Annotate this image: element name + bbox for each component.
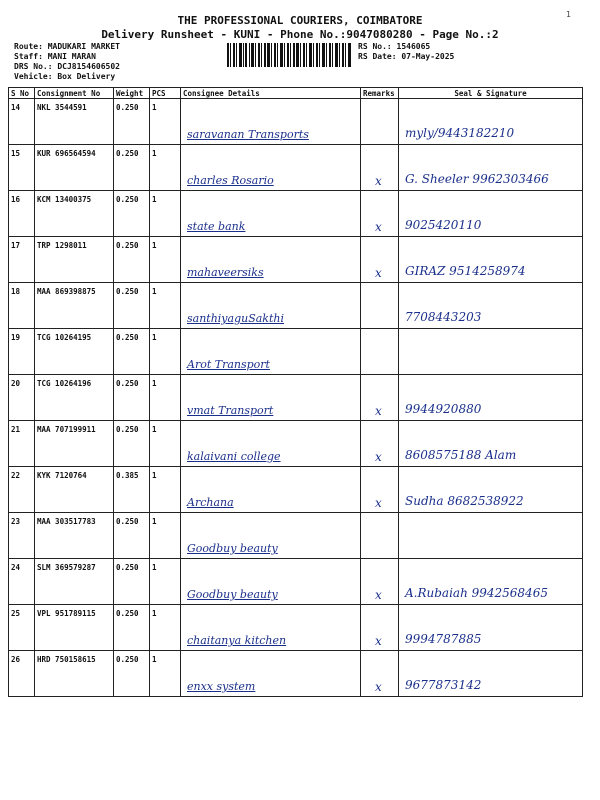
remarks-cell	[361, 375, 399, 421]
remark-mark: x	[375, 404, 382, 418]
remarks-cell	[361, 605, 399, 651]
remarks-cell	[361, 191, 399, 237]
company-title: THE PROFESSIONAL COURIERS, COIMBATORE	[177, 14, 423, 27]
weight-cell: 0.250	[114, 191, 150, 237]
consignment-cell: MAA 303517783	[35, 513, 114, 559]
sno-cell: 19	[9, 329, 35, 375]
consignee-handwriting: state bank	[187, 220, 246, 233]
rs-number: RS No.: 1546065	[358, 42, 431, 51]
consignee-handwriting: enxx system	[187, 680, 256, 693]
signature-cell	[399, 145, 583, 191]
col-header-consignment: Consignment No	[35, 88, 114, 99]
consignee-handwriting: Arot Transport	[187, 358, 270, 371]
consignment-cell: NKL 3544591	[35, 99, 114, 145]
pcs-cell: 1	[150, 375, 181, 421]
sno-cell: 23	[9, 513, 35, 559]
remark-mark: x	[375, 174, 382, 188]
signature-cell	[399, 283, 583, 329]
consignee-handwriting: charles Rosario	[187, 174, 274, 187]
consignee-cell	[181, 191, 361, 237]
remark-mark: x	[375, 220, 382, 234]
sno-cell: 15	[9, 145, 35, 191]
consignee-handwriting: vmat Transport	[187, 404, 274, 417]
table-row	[9, 421, 583, 467]
signature-cell	[399, 329, 583, 375]
consignee-cell	[181, 421, 361, 467]
table-row	[9, 191, 583, 237]
signature-cell	[399, 513, 583, 559]
col-header-sno: S No	[9, 88, 35, 99]
pcs-cell: 1	[150, 283, 181, 329]
signature-cell	[399, 605, 583, 651]
pcs-cell: 1	[150, 605, 181, 651]
consignment-cell: MAA 707199911	[35, 421, 114, 467]
signature-handwriting: Sudha 8682538922	[405, 494, 524, 508]
col-header-consignee: Consignee Details	[181, 88, 361, 99]
sno-cell: 22	[9, 467, 35, 513]
consignment-cell: TCG 10264196	[35, 375, 114, 421]
col-header-weight: Weight	[114, 88, 150, 99]
consignee-cell	[181, 329, 361, 375]
page-corner-number: 1	[566, 10, 572, 19]
table-row	[9, 559, 583, 605]
weight-cell: 0.250	[114, 237, 150, 283]
runsheet-meta-left	[14, 42, 120, 82]
weight-cell: 0.385	[114, 467, 150, 513]
weight-cell: 0.250	[114, 283, 150, 329]
weight-cell: 0.250	[114, 375, 150, 421]
signature-handwriting: A.Rubaiah 9942568465	[405, 586, 548, 600]
pcs-cell: 1	[150, 513, 181, 559]
remarks-cell	[361, 145, 399, 191]
consignee-handwriting: santhiyaguSakthi	[187, 312, 284, 325]
consignment-cell: HRD 750158615	[35, 651, 114, 697]
pcs-cell: 1	[150, 237, 181, 283]
sno-cell: 16	[9, 191, 35, 237]
sno-cell: 25	[9, 605, 35, 651]
table-row	[9, 99, 583, 145]
sno-cell: 26	[9, 651, 35, 697]
rs-date: RS Date: 07-May-2025	[358, 52, 455, 61]
signature-cell	[399, 99, 583, 145]
consignee-handwriting: kalaivani college	[187, 450, 281, 463]
staff-label: Staff: MANI MARAN	[14, 52, 96, 61]
consignee-cell	[181, 605, 361, 651]
weight-cell: 0.250	[114, 145, 150, 191]
consignee-handwriting: Goodbuy beauty	[187, 588, 278, 601]
signature-cell	[399, 421, 583, 467]
signature-handwriting: 9677873142	[405, 678, 482, 692]
weight-cell: 0.250	[114, 559, 150, 605]
weight-cell: 0.250	[114, 421, 150, 467]
signature-handwriting: 9025420110	[405, 218, 482, 232]
pcs-cell: 1	[150, 421, 181, 467]
pcs-cell: 1	[150, 467, 181, 513]
consignee-handwriting: saravanan Transports	[187, 128, 309, 141]
col-header-remarks: Remarks	[361, 88, 399, 99]
consignment-cell: TRP 1298011	[35, 237, 114, 283]
consignee-handwriting: mahaveersiks	[187, 266, 264, 279]
table-row	[9, 237, 583, 283]
col-header-signature: Seal & Signature	[399, 88, 583, 99]
remark-mark: x	[375, 450, 382, 464]
sno-cell: 21	[9, 421, 35, 467]
weight-cell: 0.250	[114, 329, 150, 375]
signature-handwriting: G. Sheeler 9962303466	[405, 172, 549, 186]
consignee-handwriting: Archana	[187, 496, 234, 509]
table-row	[9, 329, 583, 375]
weight-cell: 0.250	[114, 651, 150, 697]
signature-cell	[399, 375, 583, 421]
pcs-cell: 1	[150, 559, 181, 605]
signature-handwriting: GIRAZ 9514258974	[405, 264, 526, 278]
consignment-cell: VPL 951789115	[35, 605, 114, 651]
remarks-cell	[361, 421, 399, 467]
consignment-cell: KYK 7120764	[35, 467, 114, 513]
remarks-cell	[361, 329, 399, 375]
weight-cell: 0.250	[114, 99, 150, 145]
table-row	[9, 651, 583, 697]
remarks-cell	[361, 237, 399, 283]
signature-cell	[399, 559, 583, 605]
pcs-cell: 1	[150, 145, 181, 191]
remarks-cell	[361, 559, 399, 605]
vehicle-label: Vehicle: Box Delivery	[14, 72, 116, 81]
signature-cell	[399, 237, 583, 283]
table-header-row	[9, 88, 583, 99]
table-row	[9, 513, 583, 559]
sno-cell: 17	[9, 237, 35, 283]
sno-cell: 18	[9, 283, 35, 329]
signature-handwriting: 7708443203	[405, 310, 482, 324]
remark-mark: x	[375, 496, 382, 510]
consignee-cell	[181, 99, 361, 145]
consignment-cell: TCG 10264195	[35, 329, 114, 375]
remarks-cell	[361, 99, 399, 145]
runsheet-subtitle: Delivery Runsheet - KUNI - Phone No.:9047080280 - Page No.:2	[101, 28, 499, 41]
signature-handwriting: 8608575188 Alam	[405, 448, 517, 462]
pcs-cell: 1	[150, 329, 181, 375]
consignment-cell: KCM 13400375	[35, 191, 114, 237]
signature-handwriting: 9994787885	[405, 632, 482, 646]
sno-cell: 20	[9, 375, 35, 421]
remark-mark: x	[375, 634, 382, 648]
consignee-cell	[181, 237, 361, 283]
table-row	[9, 145, 583, 191]
table-row	[9, 283, 583, 329]
consignment-cell: KUR 696564594	[35, 145, 114, 191]
table-row	[9, 375, 583, 421]
consignee-handwriting: Goodbuy beauty	[187, 542, 278, 555]
route-label: Route: MADUKARI MARKET	[14, 42, 120, 51]
weight-cell: 0.250	[114, 513, 150, 559]
pcs-cell: 1	[150, 99, 181, 145]
remarks-cell	[361, 513, 399, 559]
runsheet-meta-right	[358, 42, 454, 62]
signature-cell	[399, 467, 583, 513]
remarks-cell	[361, 283, 399, 329]
signature-cell	[399, 191, 583, 237]
drs-number: DRS No.: DCJ8154606502	[14, 62, 120, 71]
consignment-cell: MAA 869398875	[35, 283, 114, 329]
consignee-cell	[181, 145, 361, 191]
barcode-image	[227, 43, 352, 67]
consignee-cell	[181, 283, 361, 329]
signature-cell	[399, 651, 583, 697]
remarks-cell	[361, 467, 399, 513]
remark-mark: x	[375, 266, 382, 280]
pcs-cell: 1	[150, 651, 181, 697]
consignee-cell	[181, 513, 361, 559]
remark-mark: x	[375, 588, 382, 602]
table-row	[9, 467, 583, 513]
remark-mark: x	[375, 680, 382, 694]
col-header-pcs: PCS	[150, 88, 181, 99]
signature-handwriting: 9944920880	[405, 402, 482, 416]
consignment-cell: SLM 369579287	[35, 559, 114, 605]
weight-cell: 0.250	[114, 605, 150, 651]
consignee-cell	[181, 375, 361, 421]
consignee-cell	[181, 559, 361, 605]
consignee-cell	[181, 467, 361, 513]
remarks-cell	[361, 651, 399, 697]
runsheet-table	[8, 87, 583, 697]
consignee-handwriting: chaitanya kitchen	[187, 634, 287, 647]
pcs-cell: 1	[150, 191, 181, 237]
sno-cell: 24	[9, 559, 35, 605]
signature-handwriting: myly/9443182210	[405, 126, 515, 140]
sno-cell: 14	[9, 99, 35, 145]
consignee-cell	[181, 651, 361, 697]
table-row	[9, 605, 583, 651]
